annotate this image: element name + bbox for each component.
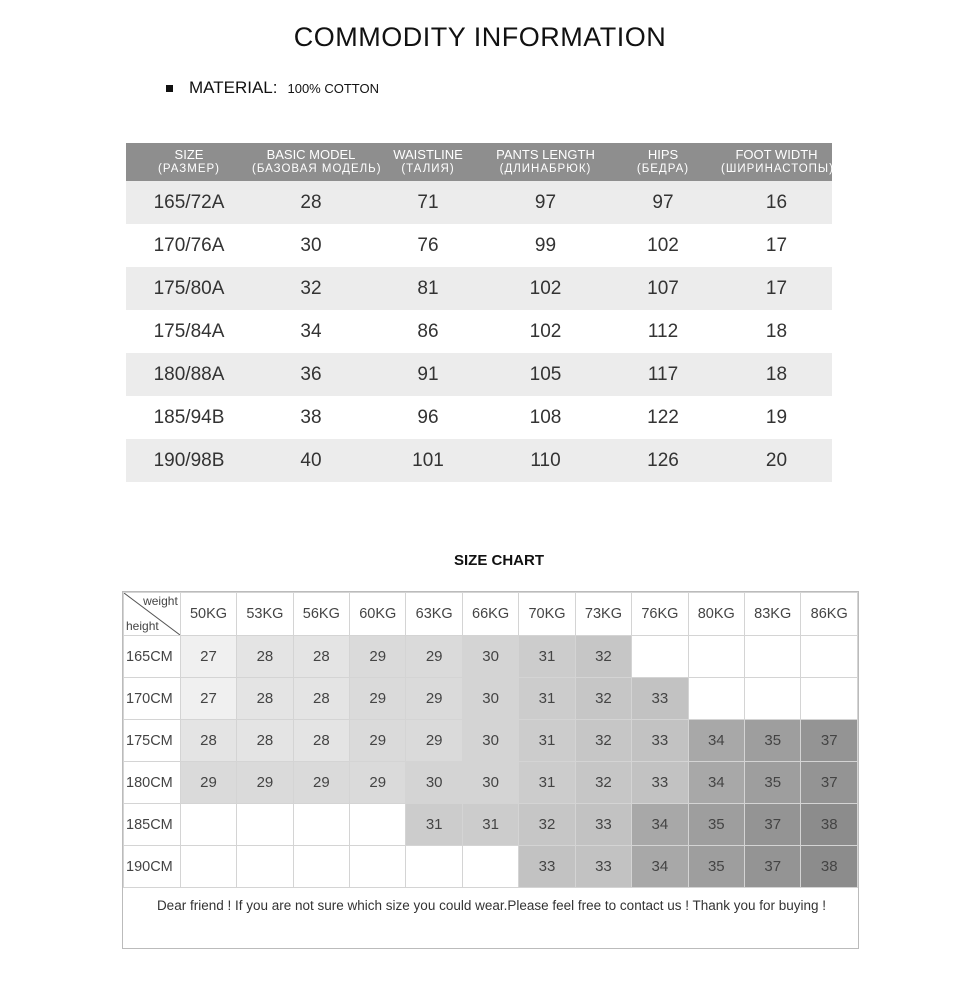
height-label-cell: 190CM (124, 846, 181, 888)
spec-row (126, 310, 832, 353)
size-cell (180, 846, 236, 888)
size-cell: 32 (519, 804, 575, 846)
spec-cell: 17 (765, 234, 788, 256)
spec-cell: 76 (417, 234, 439, 256)
size-cell (801, 678, 858, 720)
spec-cell: 91 (417, 363, 439, 385)
size-cell: 34 (632, 846, 688, 888)
height-label-cell: 180CM (124, 762, 181, 804)
size-cell: 31 (519, 678, 575, 720)
size-cell: 29 (350, 636, 406, 678)
size-cell: 37 (801, 720, 858, 762)
spec-row (126, 439, 832, 482)
weight-header: 76KG (632, 593, 688, 636)
weight-header: 70KG (519, 593, 575, 636)
size-cell: 33 (575, 804, 631, 846)
size-cell: 32 (575, 762, 631, 804)
spec-cell: 126 (647, 449, 679, 471)
spec-cell: 102 (529, 277, 562, 299)
size-chart-row (124, 678, 858, 720)
size-cell (237, 804, 293, 846)
spec-cell: 170/76A (153, 234, 225, 256)
spec-cell: 17 (765, 277, 788, 299)
size-chart-row (124, 720, 858, 762)
spec-row (126, 353, 832, 396)
header-pants-length: PANTS LENGTH (ДЛИНАБРЮК) (496, 147, 595, 175)
size-cell: 29 (237, 762, 293, 804)
size-cell: 30 (462, 762, 518, 804)
spec-cell: 97 (652, 191, 674, 213)
size-cell: 28 (237, 636, 293, 678)
size-cell: 29 (350, 678, 406, 720)
spec-cell: 86 (417, 320, 439, 342)
size-cell: 31 (462, 804, 518, 846)
size-cell: 28 (180, 720, 236, 762)
size-chart-row (124, 804, 858, 846)
spec-cell: 30 (300, 234, 322, 256)
spec-row (126, 181, 832, 224)
spec-cell: 117 (647, 363, 679, 385)
spec-table-body (126, 181, 832, 482)
size-cell: 34 (688, 762, 744, 804)
size-cell: 33 (632, 762, 688, 804)
spec-cell: 96 (417, 406, 439, 428)
weight-header: 83KG (745, 593, 801, 636)
size-cell (406, 846, 462, 888)
weight-header: 73KG (575, 593, 631, 636)
size-cell: 34 (632, 804, 688, 846)
size-chart-header-row (124, 593, 858, 636)
spec-cell: 20 (765, 449, 788, 471)
size-cell: 31 (406, 804, 462, 846)
size-cell: 29 (350, 762, 406, 804)
size-cell: 28 (293, 720, 349, 762)
size-cell: 30 (462, 720, 518, 762)
height-label-cell: 185CM (124, 804, 181, 846)
contact-note: Dear friend ! If you are not sure which size you could wear.Please feel free to contact us ! Thank you for buying ! (156, 898, 827, 913)
size-cell: 38 (801, 846, 858, 888)
spec-cell: 97 (534, 191, 557, 213)
size-cell (350, 804, 406, 846)
spec-cell: 107 (647, 277, 679, 299)
size-cell: 35 (688, 804, 744, 846)
size-cell: 27 (180, 678, 236, 720)
size-cell (688, 636, 744, 678)
spec-cell: 18 (765, 320, 788, 342)
spec-cell: 175/84A (153, 320, 225, 342)
page-title: COMMODITY INFORMATION (293, 22, 667, 52)
header-size: SIZE (РАЗМЕР) (158, 147, 220, 175)
spec-cell: 40 (300, 449, 322, 471)
size-cell: 28 (293, 678, 349, 720)
size-cell: 29 (293, 762, 349, 804)
size-cell: 32 (575, 636, 631, 678)
material-line (166, 78, 379, 98)
size-cell: 30 (462, 636, 518, 678)
size-chart (122, 591, 859, 949)
spec-cell: 28 (300, 191, 322, 213)
size-cell: 29 (406, 720, 462, 762)
weight-header: 80KG (688, 593, 744, 636)
spec-cell: 105 (529, 363, 562, 385)
size-chart-table (123, 592, 858, 888)
size-cell (293, 846, 349, 888)
height-label-cell: 165CM (124, 636, 181, 678)
spec-cell: 180/88A (153, 363, 225, 385)
size-cell: 32 (575, 720, 631, 762)
size-cell: 29 (350, 720, 406, 762)
size-cell: 28 (237, 720, 293, 762)
size-cell (293, 804, 349, 846)
size-cell: 35 (688, 846, 744, 888)
spec-cell: 81 (417, 277, 439, 299)
size-cell: 31 (519, 720, 575, 762)
header-basic-model: BASIC MODEL (БАЗОВАЯ МОДЕЛЬ) (252, 147, 382, 175)
size-chart-row (124, 636, 858, 678)
spec-cell: 110 (530, 449, 561, 471)
spec-cell: 108 (529, 406, 562, 428)
spec-cell: 175/80A (153, 277, 225, 299)
size-cell (350, 846, 406, 888)
size-cell: 33 (519, 846, 575, 888)
header-hips: HIPS (БЕДРА) (636, 147, 690, 175)
spec-cell: 16 (765, 191, 788, 213)
spec-cell: 102 (529, 320, 562, 342)
height-label-cell: 175CM (124, 720, 181, 762)
spec-cell: 36 (300, 363, 322, 385)
spec-cell: 99 (534, 234, 557, 256)
spec-row (126, 224, 832, 267)
size-cell: 33 (575, 846, 631, 888)
size-cell: 27 (180, 636, 236, 678)
spec-cell: 32 (300, 277, 322, 299)
spec-cell: 185/94B (153, 406, 225, 428)
height-label-cell: 170CM (124, 678, 181, 720)
size-cell: 31 (519, 762, 575, 804)
size-cell: 33 (632, 678, 688, 720)
spec-cell: 34 (300, 320, 322, 342)
size-cell: 35 (745, 762, 801, 804)
weight-header: 56KG (293, 593, 349, 636)
size-cell (688, 678, 744, 720)
spec-cell: 18 (765, 363, 788, 385)
size-cell: 37 (745, 804, 801, 846)
bullet-icon (166, 85, 173, 92)
weight-header: 66KG (462, 593, 518, 636)
size-cell: 35 (745, 720, 801, 762)
size-chart-row (124, 762, 858, 804)
size-cell (745, 678, 801, 720)
weight-header: 50KG (180, 593, 236, 636)
size-cell: 28 (293, 636, 349, 678)
size-cell: 32 (575, 678, 631, 720)
spec-cell: 38 (300, 406, 322, 428)
size-cell (632, 636, 688, 678)
spec-cell: 190/98B (153, 449, 225, 471)
spec-cell: 19 (765, 406, 788, 428)
spec-cell: 122 (647, 406, 679, 428)
weight-header: 53KG (237, 593, 293, 636)
size-cell: 37 (801, 762, 858, 804)
size-cell (180, 804, 236, 846)
corner-cell (124, 593, 181, 636)
size-cell (237, 846, 293, 888)
spec-cell: 112 (647, 320, 679, 342)
spec-table (126, 143, 832, 482)
weight-label: weight (143, 594, 178, 608)
size-cell: 29 (180, 762, 236, 804)
spec-cell: 101 (412, 449, 444, 471)
size-cell (745, 636, 801, 678)
spec-row (126, 396, 832, 439)
size-cell: 29 (406, 678, 462, 720)
size-cell: 29 (406, 636, 462, 678)
weight-header: 86KG (801, 593, 858, 636)
size-cell: 33 (632, 720, 688, 762)
spec-cell: 165/72A (153, 191, 225, 213)
spec-cell: 102 (647, 234, 679, 256)
size-cell (462, 846, 518, 888)
size-cell: 38 (801, 804, 858, 846)
size-chart-title: SIZE CHART (454, 552, 544, 569)
size-cell: 37 (745, 846, 801, 888)
height-label: height (126, 619, 159, 633)
size-cell (801, 636, 858, 678)
size-cell: 30 (406, 762, 462, 804)
weight-header: 63KG (406, 593, 462, 636)
size-cell: 34 (688, 720, 744, 762)
header-foot-width: FOOT WIDTH (ШИРИНАСТОПЫ) (721, 147, 834, 175)
material-label: MATERIAL: (189, 78, 278, 97)
size-cell: 28 (237, 678, 293, 720)
weight-header: 60KG (350, 593, 406, 636)
spec-row (126, 267, 832, 310)
spec-table-header (126, 143, 832, 181)
size-cell: 30 (462, 678, 518, 720)
size-cell: 31 (519, 636, 575, 678)
size-chart-row (124, 846, 858, 888)
material-value: 100% COTTON (287, 80, 379, 96)
header-waistline: WAISTLINE (ТАЛИЯ) (393, 147, 463, 175)
spec-cell: 71 (417, 191, 439, 213)
